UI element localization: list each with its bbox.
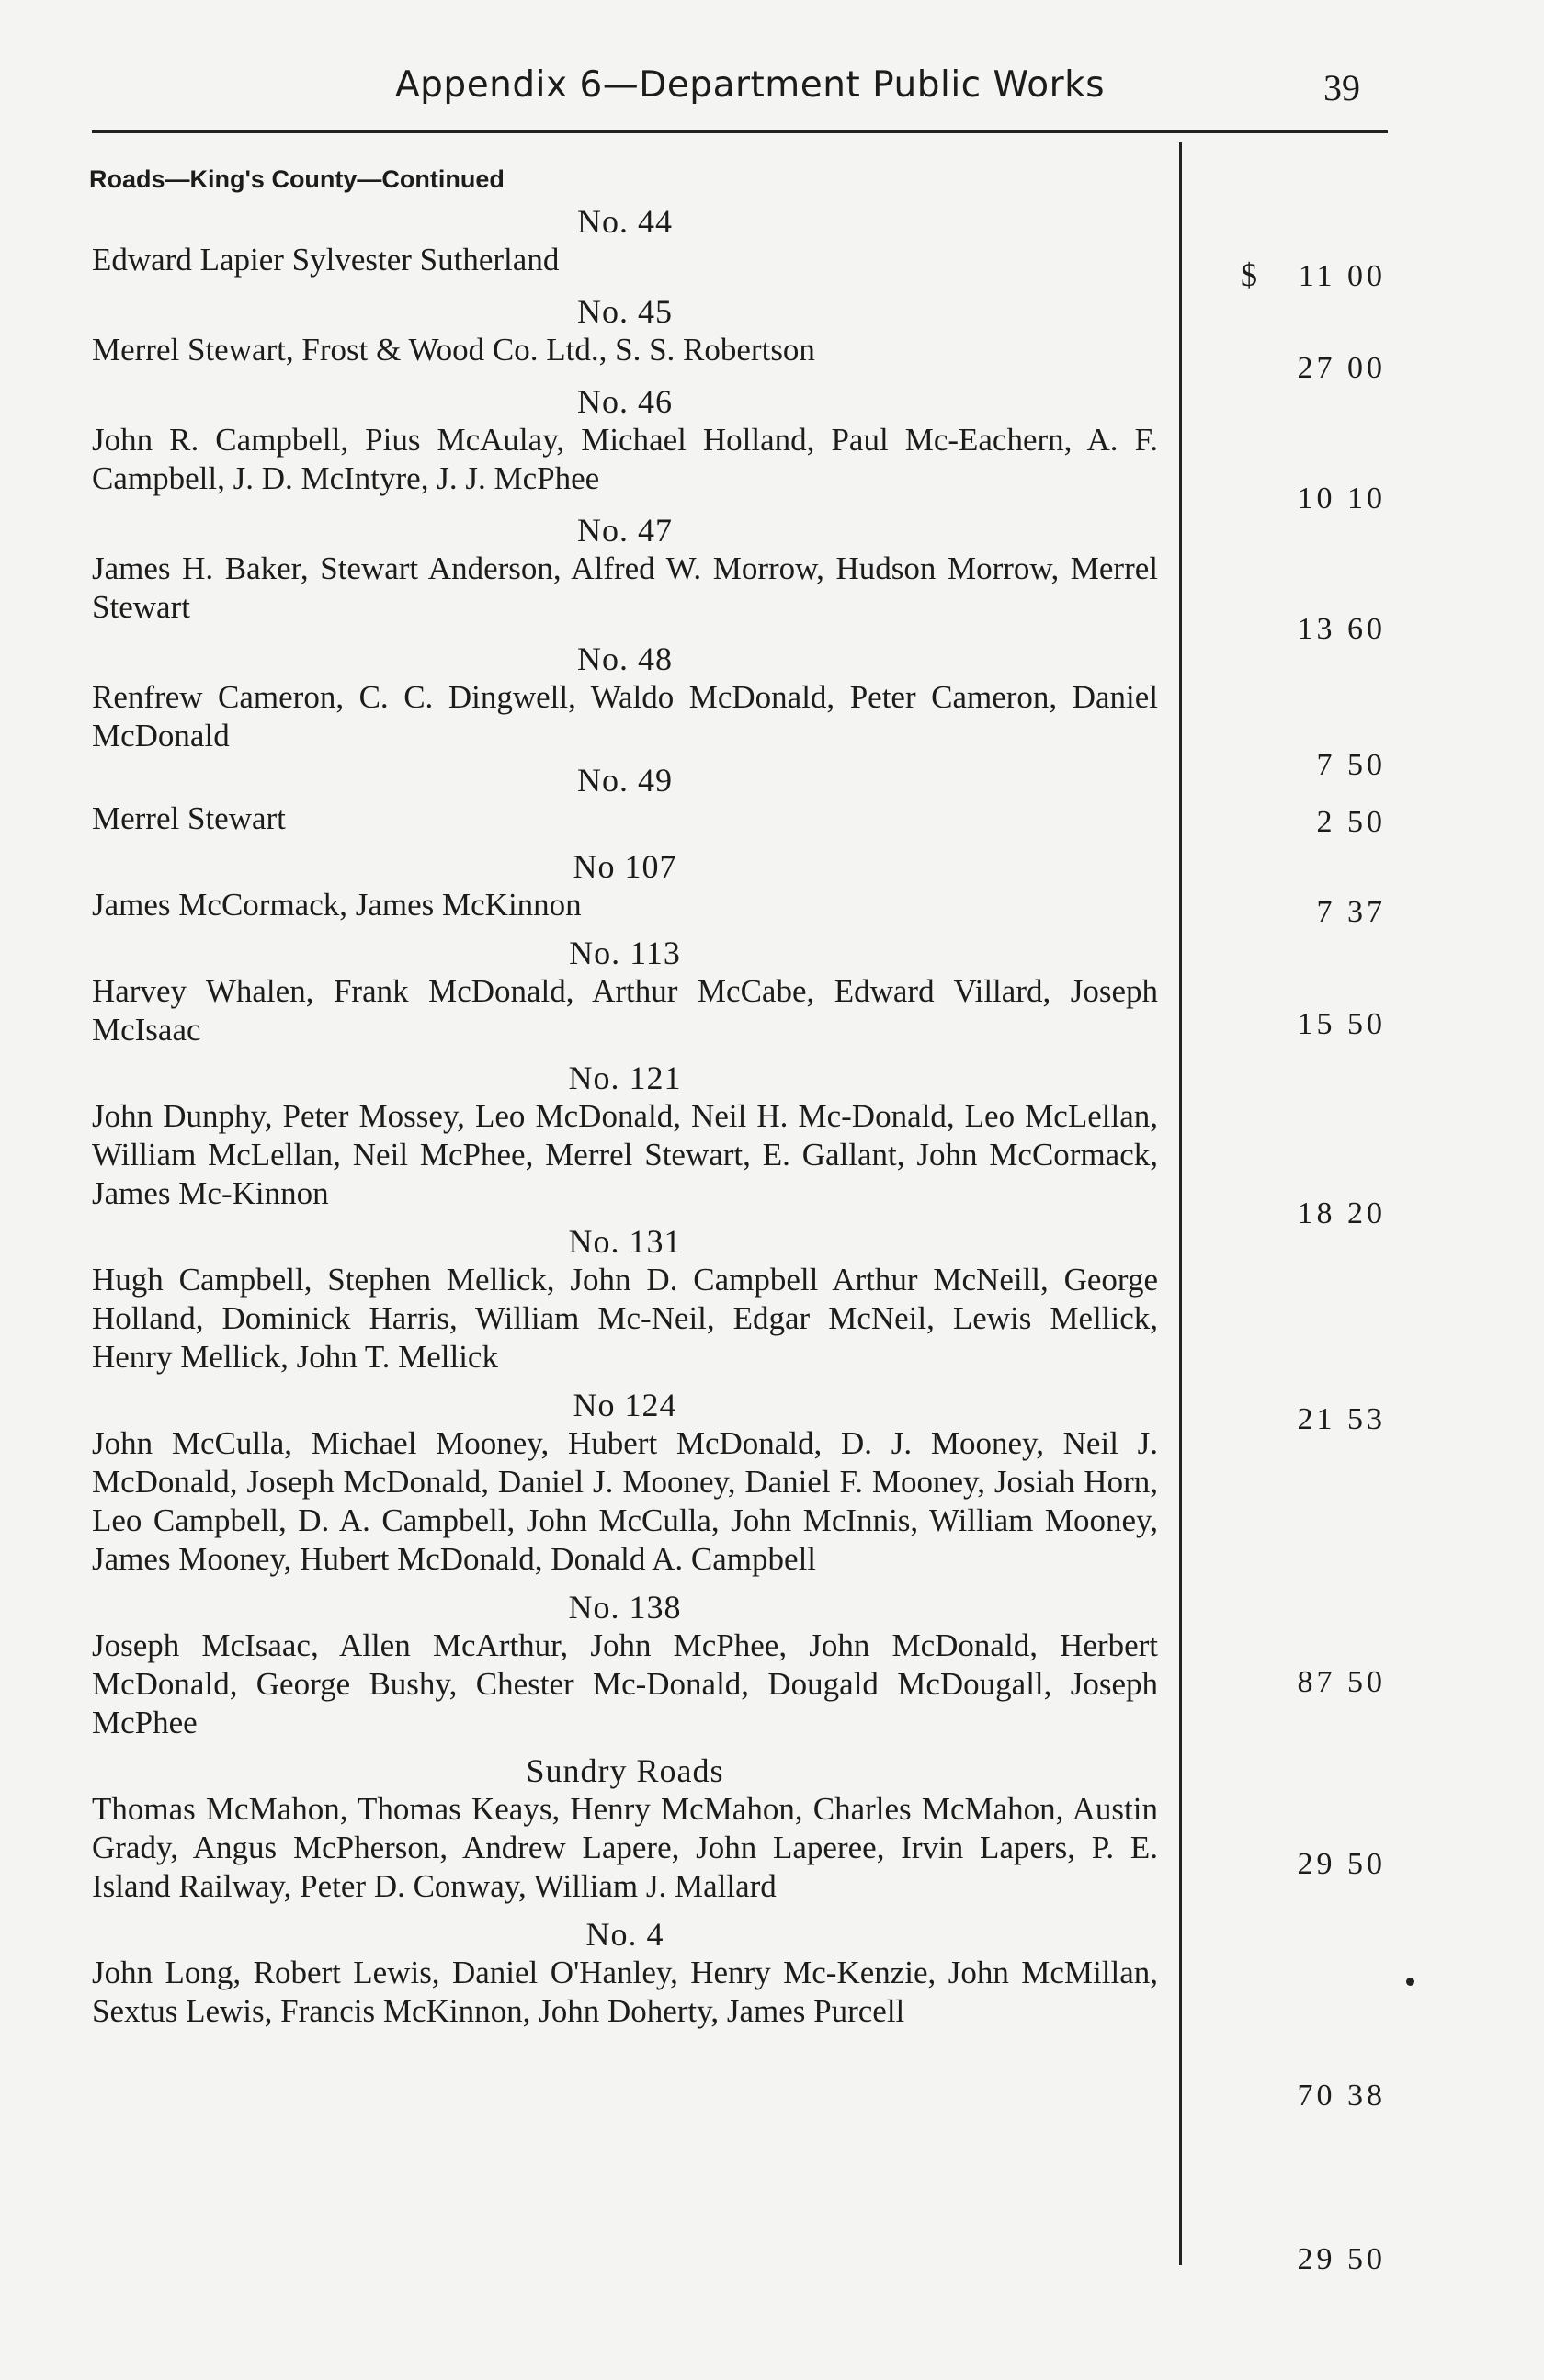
entry-number: No 124: [573, 1387, 677, 1423]
entry-number: No. 138: [568, 1589, 682, 1626]
entry-amount: 2 50: [1316, 805, 1386, 839]
header-rule: [92, 130, 1388, 133]
entry-amount: 7 37: [1316, 895, 1386, 929]
road-entries-list: [92, 202, 1158, 2031]
entry-number: No. 47: [577, 512, 673, 549]
road-entry: [92, 1222, 1158, 1377]
entry-number: No. 48: [577, 640, 673, 677]
entry-names: John R. Campbell, Pius McAulay, Michael Holland, Paul Mc-Eachern, A. F. Campbell, J. D. McIntyre, J. J. McPhee: [92, 422, 1158, 496]
currency-symbol: $: [1241, 256, 1257, 293]
entry-number: No. 131: [568, 1223, 682, 1260]
page-header-title: Appendix 6—Department Public Works: [395, 64, 1106, 106]
road-entry: [92, 1059, 1158, 1213]
entry-names: Merrel Stewart: [92, 800, 286, 836]
road-entry: [92, 292, 1158, 369]
entry-names: John Long, Robert Lewis, Daniel O'Hanley, Henry Mc-Kenzie, John McMillan, Sextus Lewis, Francis McKinnon, John Doherty, James Purcell: [92, 1955, 1158, 2029]
entry-amount: 7 50: [1316, 748, 1386, 782]
road-entry: [92, 640, 1158, 755]
entry-amount: 27 00: [1297, 351, 1386, 385]
entry-number: No. 113: [569, 935, 681, 971]
entry-amount: 70 38: [1297, 2079, 1386, 2113]
road-entry: [92, 1588, 1158, 1742]
road-entry: [92, 761, 1158, 838]
entry-amount: 11 00: [1298, 259, 1386, 293]
entry-amount: 13 60: [1297, 612, 1386, 646]
entry-names: James H. Baker, Stewart Anderson, Alfred W. Morrow, Hudson Morrow, Merrel Stewart: [92, 550, 1158, 625]
entry-names: Merrel Stewart, Frost & Wood Co. Ltd., S. S. Robertson: [92, 332, 815, 368]
entry-names: James McCormack, James McKinnon: [92, 887, 582, 923]
entry-amount: 29 50: [1297, 1847, 1386, 1881]
entry-number: No. 49: [577, 762, 673, 799]
entry-number: No. 121: [568, 1060, 682, 1096]
road-entry: [92, 1386, 1158, 1579]
entry-amount: 15 50: [1297, 1007, 1386, 1041]
road-entry: [92, 1915, 1158, 2031]
entry-names: Edward Lapier Sylvester Sutherland: [92, 242, 560, 278]
entry-names: Joseph McIsaac, Allen McArthur, John McPhee, John McDonald, Herbert McDonald, George Bushy, Chester Mc-Donald, Dougald McDougall, Joseph McPhee: [92, 1627, 1158, 1740]
entry-names: John Dunphy, Peter Mossey, Leo McDonald, Neil H. Mc-Donald, Leo McLellan, William McLellan, Neil McPhee, Merrel Stewart, E. Gallant, John McCormack, James Mc-Kinnon: [92, 1098, 1158, 1211]
entry-amount: 10 10: [1297, 482, 1386, 516]
entry-names: Thomas McMahon, Thomas Keays, Henry McMahon, Charles McMahon, Austin Grady, Angus McPherson, Andrew Lapere, John Laperee, Irvin Lapers, P. E. Island Railway, Peter D. Conway, William J. Mallard: [92, 1791, 1158, 1904]
entry-names: Renfrew Cameron, C. C. Dingwell, Waldo McDonald, Peter Cameron, Daniel McDonald: [92, 679, 1158, 754]
amount-column-rule: [1179, 142, 1182, 2265]
section-title: Roads—King's County—Continued: [89, 165, 505, 193]
road-entry: [92, 934, 1158, 1049]
entry-number: No. 46: [577, 383, 673, 420]
entry-number: Sundry Roads: [526, 1752, 724, 1789]
road-entry: [92, 202, 1158, 279]
entry-amount: 18 20: [1297, 1196, 1386, 1230]
road-entry: [92, 382, 1158, 498]
entry-number: No. 44: [577, 203, 673, 240]
entry-names: Harvey Whalen, Frank McDonald, Arthur McCabe, Edward Villard, Joseph McIsaac: [92, 973, 1158, 1048]
entry-amount: 29 50: [1297, 2242, 1386, 2276]
entry-number: No 107: [573, 848, 677, 885]
road-entry: [92, 511, 1158, 627]
page-number: 39: [1323, 67, 1360, 108]
entry-number: No. 4: [585, 1916, 664, 1953]
entry-names: Hugh Campbell, Stephen Mellick, John D. Campbell Arthur McNeill, George Holland, Dominick Harris, William Mc-Neil, Edgar McNeil, Lewis Mellick, Henry Mellick, John T. Mellick: [92, 1262, 1158, 1375]
ink-dot: [1406, 1978, 1414, 1986]
road-entry: [92, 847, 1158, 924]
road-entry: [92, 1751, 1158, 1906]
entry-amount: 21 53: [1297, 1402, 1386, 1436]
entry-names: John McCulla, Michael Mooney, Hubert McDonald, D. J. Mooney, Neil J. McDonald, Joseph McDonald, Daniel J. Mooney, Daniel F. Mooney, Josiah Horn, Leo Campbell, D. A. Campbell, John McCulla, John McInnis, William Mooney, James Mooney, Hubert McDonald, Donald A. Campbell: [92, 1425, 1158, 1577]
entry-number: No. 45: [577, 293, 673, 330]
entry-amount: 87 50: [1297, 1665, 1386, 1699]
